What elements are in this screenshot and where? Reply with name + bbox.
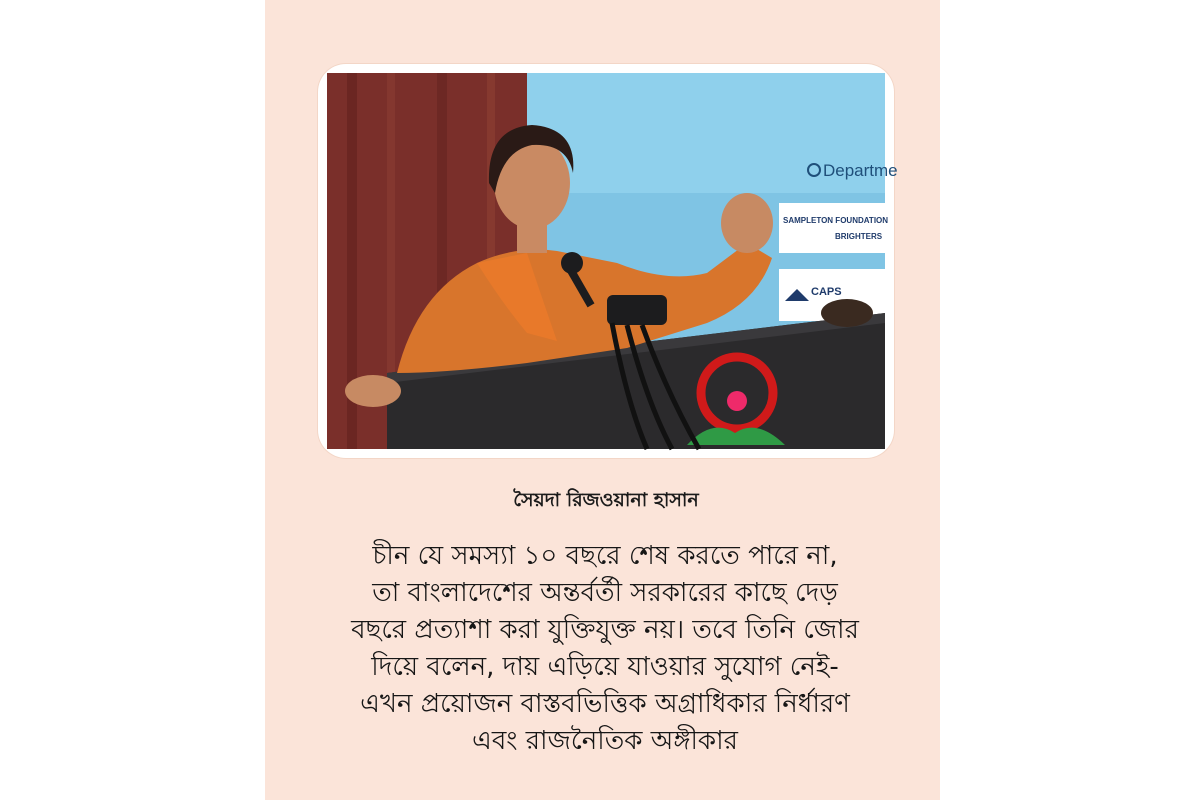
sponsor-logo-1: SAMPLETON FOUNDATION	[783, 216, 889, 225]
sponsor-logo-3: CAPS	[811, 286, 842, 298]
quote-text	[290, 538, 920, 760]
left-hand	[345, 375, 401, 407]
quote-line: চীন যে সমস্যা ১০ বছরে শেষ করতে পারে না,	[372, 541, 838, 571]
photo-frame	[318, 64, 898, 458]
speaker-photo-illustration	[327, 73, 898, 449]
quote-line: এবং রাজনৈতিক অঙ্গীকার	[472, 726, 738, 756]
backdrop-text: Departme	[823, 161, 898, 180]
sponsor-logo-2: BRIGHTERS	[835, 232, 883, 241]
raised-fist	[721, 193, 773, 253]
speaker-name-caption: সৈয়দা রিজওয়ানা হাসান	[513, 489, 699, 511]
quote-line: দিয়ে বলেন, দায় এড়িয়ে যাওয়ার সুযোগ নেই-	[371, 652, 839, 682]
sponsor-panel-top	[779, 203, 885, 253]
quote-line: এখন প্রয়োজন বাস্তবভিত্তিক অগ্রাধিকার নির্ধারণ	[360, 689, 850, 719]
quote-line: বছরে প্রত্যাশা করা যুক্তিযুক্ত নয়। তবে তিনি জোর	[351, 615, 859, 645]
microphone-cluster	[607, 295, 667, 325]
speaker-photo	[327, 73, 898, 449]
quote-line: তা বাংলাদেশের অন্তর্বর্তী সরকারের কাছে দেড়	[372, 578, 838, 608]
